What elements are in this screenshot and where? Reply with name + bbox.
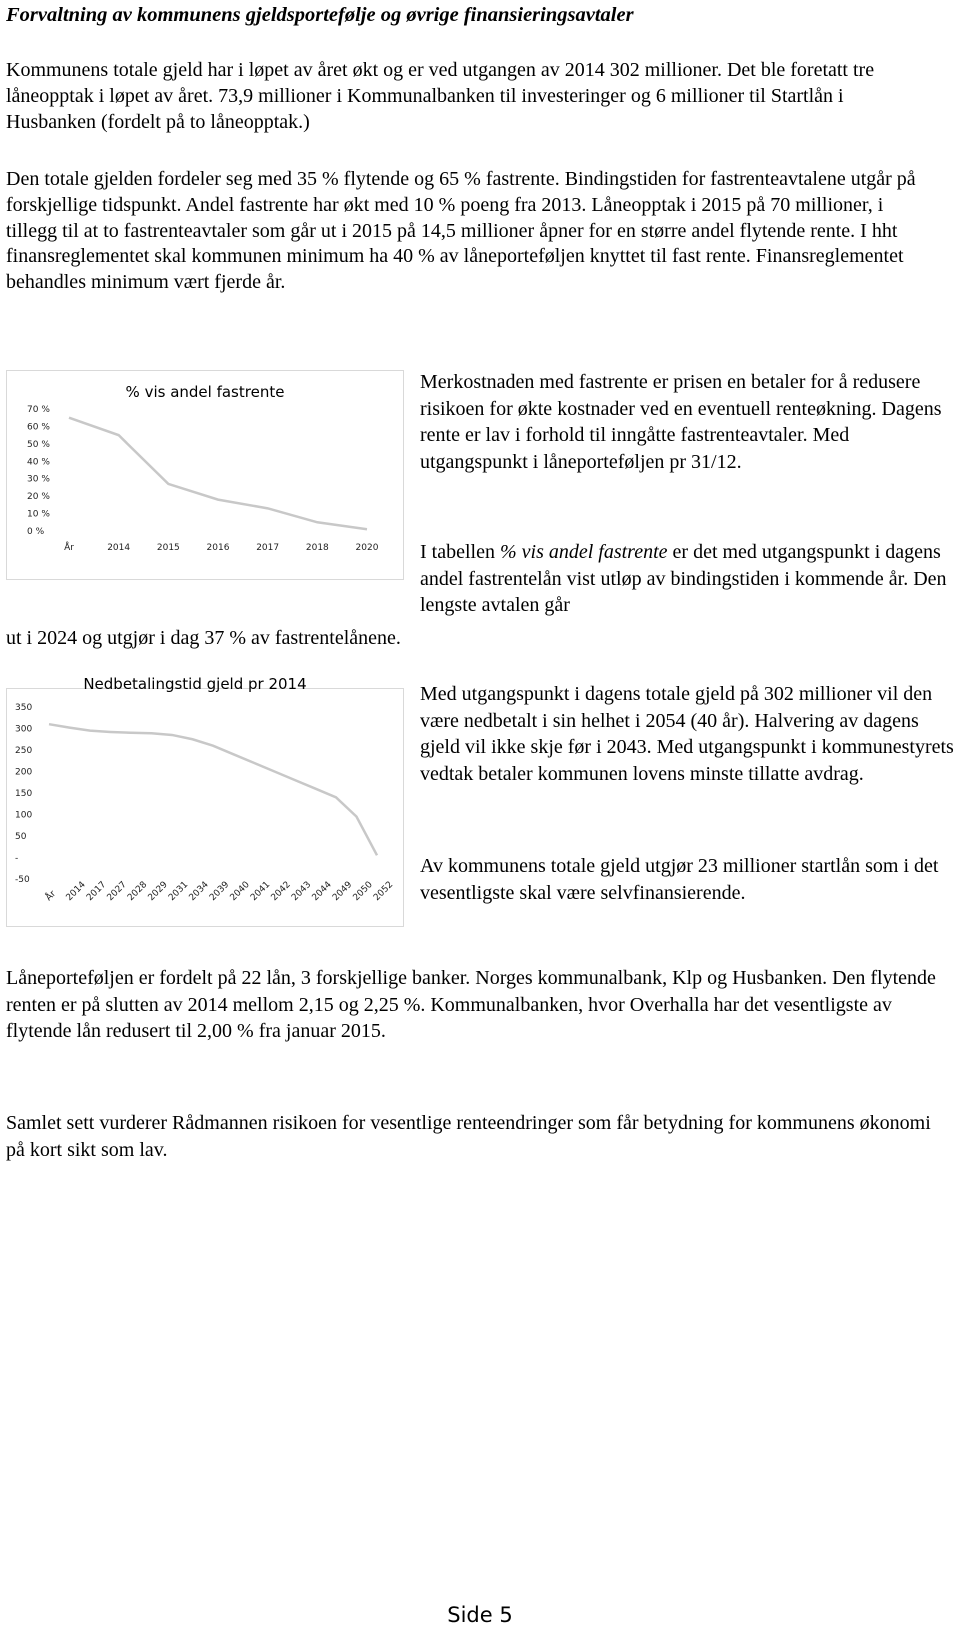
y-tick-label: 30 % [27,474,50,485]
paragraph-fixed-rate-table [420,539,955,619]
x-tick-label: 2050 [351,879,375,904]
y-tick-label: 40 % [27,457,50,468]
y-tick-label: - [15,853,19,864]
x-tick-label: 2052 [372,879,396,904]
series-line [49,724,377,855]
x-tick-label: 2017 [85,879,109,904]
y-tick-label: 50 [15,832,27,842]
chart-title: Nedbetalingstid gjeld pr 2014 [83,675,307,693]
chart-fixed-rate-share [6,370,404,580]
x-tick-label: 2049 [331,879,355,904]
x-tick-label: 2031 [167,879,191,904]
x-tick-label: 2028 [126,879,150,904]
paragraph-debt-distribution: Den totale gjelden fordeler seg med 35 % flytende og 65 % fastrente. Bindingstiden for fastrenteavtalene utgår på forskjellige tidspunkt. Andel fastrente har økt med 10 % poeng fra 2013. Låneopptak i 2015 på 70 millioner, i tillegg til at to fastrenteavtaler som går ut i 2015 på 14,5 millioner åpner for en større andel flytende rente. I hht finansreglementet skal kommunen minimum ha 40 % av låneporteføljen knyttet til fast rente. Finansreglementet behandles minimum vært fjerde år. [6,168,916,294]
y-tick-label: 350 [15,703,33,713]
x-tick-label: 2016 [206,543,230,553]
x-tick-label: 2042 [269,879,293,904]
x-tick-label: 2015 [156,543,180,553]
chart-title: % vis andel fastrente [125,383,285,401]
y-tick-label: 300 [15,724,33,735]
y-tick-label: 70 % [27,405,50,415]
y-tick-label: 50 % [27,439,50,450]
y-tick-label: 10 % [27,509,50,520]
y-tick-label: 100 [15,810,33,821]
paragraph-fixed-rate-table-cont: ut i 2024 og utgjør i dag 37 % av fastrentelånene. [6,627,401,649]
x-tick-label: 2044 [310,879,334,904]
section-heading: Forvaltning av kommunens gjeldsportefølje og øvrige finansieringsavtaler [6,4,634,26]
x-tick-label: 2020 [355,543,379,553]
s2-post: er det med utgangspunkt i dagens andel fastrentelån vist utløp av bindingstiden i kommende år. Den lengste avtalen går [420,541,947,616]
y-tick-label: -50 [15,875,30,885]
chart-fixed-rate-share-svg [7,371,403,579]
x-tick-label: 2034 [187,879,211,904]
x-tick-label: 2017 [256,543,280,553]
x-tick-label: 2040 [228,879,252,904]
s2-pre: I tabellen [420,541,500,563]
x-tick-label: 2039 [208,879,232,904]
paragraph-debt-total: Kommunens totale gjeld har i løpet av året økt og er ved utgangen av 2014 302 millioner. Det ble foretatt tre låneopptak i løpet av året. 73,9 millioner i Kommunalbanken til investeringer og 6 millioner til Startlån i Husbanken (fordelt på to låneopptak.) [6,59,875,133]
y-tick-label: 150 [15,789,33,799]
paragraph-loan-portfolio: Låneporteføljen er fordelt på 22 lån, 3 forskjellige banker. Norges kommunalbank, Klp og Husbanken. Den flytende renten er på slutten av 2014 mellom 2,15 og 2,25 %. Kommunalbanken, hvor Overhalla har det vesentligste av flytende lån redusert til 2,00 % fra januar 2015. [6,967,936,1042]
chart-repayment-time-svg [7,675,403,926]
paragraph-repayment: Med utgangspunkt i dagens totale gjeld på 302 millioner vil den være nedbetalt i sin helhet i 2054 (40 år). Halvering av dagens gjeld vil ikke skje før i 2043. Med utgangspunkt i kommunestyrets vedtak betaler kommunen lovens minste tillatte avdrag. [420,683,954,785]
paragraph-fixed-rate-cost: Merkostnaden med fastrente er prisen en betaler for å redusere risikoen for økte kostnader ved en eventuell renteøkning. Dagens rente er lav i forhold til inngåtte fastrenteavtaler. Med utgangspunkt i låneporteføljen pr 31/12. [420,371,942,473]
y-tick-label: 0 % [27,527,45,537]
paragraph-startlan: Av kommunens totale gjeld utgjør 23 millioner startlån som i det vesentligste skal være selvfinansierende. [420,855,939,904]
paragraph-risk-assessment: Samlet sett vurderer Rådmannen risikoen for vesentlige renteendringer som får betydning for kommunens økonomi på kort sikt som lav. [6,1112,931,1161]
x-tick-label: År [64,543,74,553]
y-tick-label: 60 % [27,422,50,433]
x-tick-label: 2014 [107,543,131,553]
y-tick-label: 20 % [27,492,50,503]
x-tick-label: 2043 [290,879,314,904]
x-tick-label: 2029 [146,879,170,904]
x-tick-label: 2027 [105,879,129,904]
x-tick-label: 2041 [249,879,273,904]
x-tick-label: År [44,889,59,904]
s2-emphasis: % vis andel fastrente [499,541,668,563]
y-tick-label: 200 [15,767,33,778]
chart-repayment-time [6,675,404,927]
page-number: Side 5 [447,1603,513,1627]
y-tick-label: 250 [15,746,33,756]
series-line [69,418,367,530]
x-tick-label: 2014 [64,879,88,904]
x-tick-label: 2018 [305,543,329,553]
